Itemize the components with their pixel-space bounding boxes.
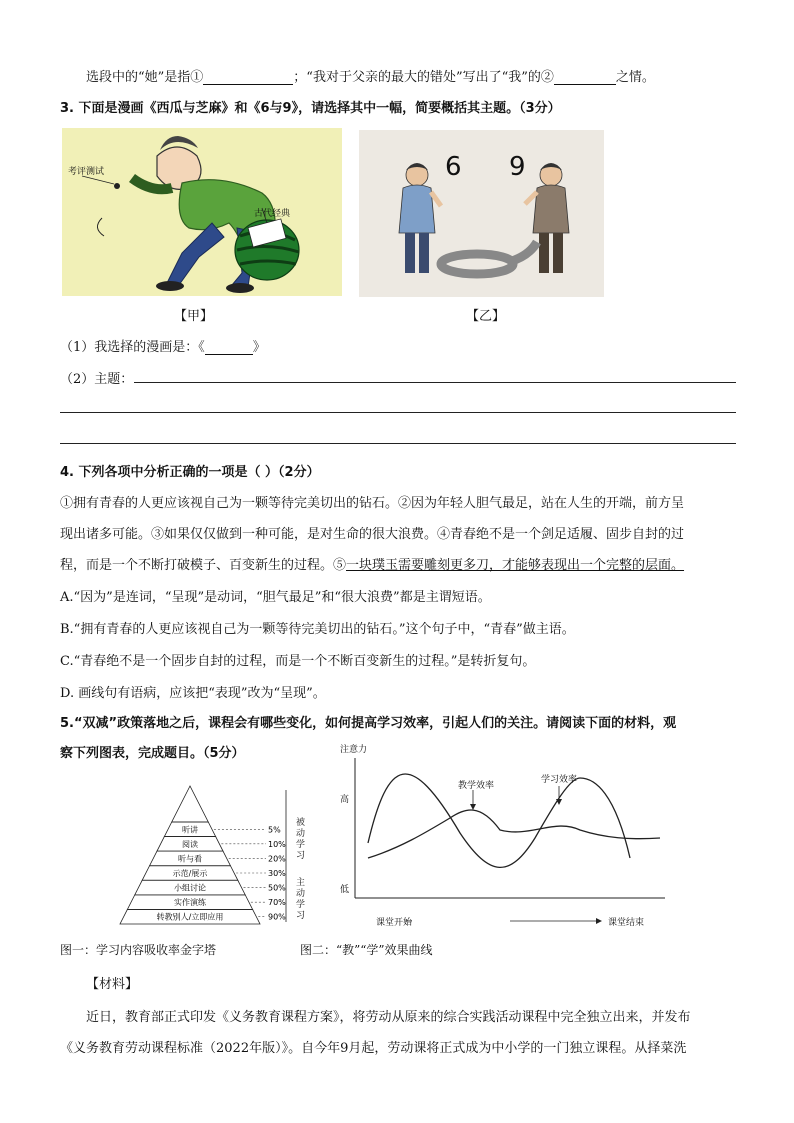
arrow-end-head xyxy=(596,918,602,924)
cartoon-a xyxy=(62,128,342,296)
pyramid-layer-label: 听与看 xyxy=(178,854,202,864)
y-low-label: 低 xyxy=(340,885,350,895)
figure-2-caption: 图二：“教”“学”效果曲线 xyxy=(300,943,433,957)
q4-option-d[interactable]: D. 画线句有语病，应该把“表现”改为“呈现”。 xyxy=(60,686,326,701)
pyramid-value-label: 50% xyxy=(268,883,286,893)
pyramid-apex xyxy=(172,786,209,822)
pyramid-value-label: 20% xyxy=(268,854,286,864)
x-start-label: 课堂开始 xyxy=(376,918,413,928)
blank-2[interactable] xyxy=(554,84,616,85)
pyramid-labels xyxy=(157,824,224,921)
pyramid-layer-label: 听讲 xyxy=(182,825,198,835)
q3-sub1-end: 》 xyxy=(252,340,266,355)
caption-jia: 【甲】 xyxy=(174,309,214,324)
pyramid-chart xyxy=(118,778,308,928)
material-line-2: 《义务教育劳动课程标准（2022年版）》。自今年9月起，劳动课将正式成为中小学的一门独立课程。从择菜洗 xyxy=(60,1041,687,1056)
passive-learning-label: 被动学习 xyxy=(296,818,306,861)
pyramid-layer-label: 示范/展示 xyxy=(172,869,208,878)
cartoon-b xyxy=(359,130,604,297)
pyramid-value-label: 30% xyxy=(268,869,286,878)
attention-curve-chart xyxy=(330,738,675,933)
blank-1[interactable] xyxy=(203,84,293,85)
series-label-teaching: 教学效率 xyxy=(458,781,495,791)
active-learning-label: 主动学习 xyxy=(296,878,306,921)
material-heading: 【材料】 xyxy=(86,977,139,992)
q5-title-line-2: 察下列图表，完成题目。（5分） xyxy=(60,746,245,761)
answer-line-2[interactable] xyxy=(60,412,736,413)
pyramid-value-label: 70% xyxy=(268,898,286,908)
q3-sub1-label: （1）我选择的漫画是：《 xyxy=(60,340,205,355)
curve-teaching xyxy=(368,774,630,867)
q4-title: 4. 下列各项中分析正确的一项是（ ）（2分） xyxy=(60,465,320,480)
q5-title-line-1: 5.“双减”政策落地之后，课程会有哪些变化，如何提高学习效率，引起人们的关注。请阅读下面的材料，观 xyxy=(60,716,677,731)
pyramid-layer-label: 实作演练 xyxy=(174,898,206,908)
pyramid-layer-label: 阅读 xyxy=(182,839,198,849)
curve-learning xyxy=(368,810,660,858)
pyramid-value-label: 5% xyxy=(268,825,281,835)
figure-1-caption: 图一：学习内容吸收率金字塔 xyxy=(60,943,217,957)
series-label-learning: 学习效率 xyxy=(541,775,578,785)
q3-sub1 xyxy=(60,336,266,355)
pyramid-values xyxy=(214,825,286,921)
line1-text-a: 选段中的“她”是指① xyxy=(86,70,204,85)
line1-text-b: ；“我对于父亲的最大的错处”写出了“我”的② xyxy=(293,70,554,85)
pyramid-layer-label: 转教别人/立即应用 xyxy=(156,912,224,922)
cartoon-a-drawing xyxy=(62,128,342,296)
q4-para-line-1: ①拥有青春的人更应该视自己为一颗等待完美切出的钻石。②因为年轻人胆气最足，站在人生的开端，前方呈 xyxy=(60,496,685,511)
q3-title: 3. 下面是漫画《西瓜与芝麻》和《6与9》，请选择其中一幅，简要概括其主题。（3分） xyxy=(60,101,561,116)
label-kaoping-ceshi: 考评测试 xyxy=(68,167,105,177)
fill-line-1 xyxy=(86,66,655,85)
x-end-label: 课堂结束 xyxy=(608,918,645,928)
q4-option-c[interactable]: C.“青春绝不是一个固步自封的过程，而是一个不断百变新生的过程。”是转折复句。 xyxy=(60,654,536,669)
caption-yi: 【乙】 xyxy=(466,309,506,324)
label-nine: 9 xyxy=(509,152,526,182)
pyramid-value-label: 10% xyxy=(268,839,286,849)
answer-line-1[interactable] xyxy=(134,382,736,383)
q4-option-b[interactable]: B.“拥有青春的人更应该视自己为一颗等待完美切出的钻石。”这个句子中，“青春”做主语。 xyxy=(60,622,575,637)
underlined-sentence: 一块璞玉需要雕刻更多刀，才能够表现出一个完整的层面。 xyxy=(346,558,685,573)
label-gudai-jingdian: 古代经典 xyxy=(254,209,291,219)
cartoon-b-drawing xyxy=(359,130,604,297)
arrow-teaching-head xyxy=(470,804,476,810)
y-high-label: 高 xyxy=(340,795,350,805)
q4-para-line-2: 现出诸多可能。③如果仅仅做到一种可能，是对生命的很大浪费。④青春绝不是一个剑足适履、固步自封的过 xyxy=(60,527,685,542)
answer-line-3[interactable] xyxy=(60,443,736,444)
comic-choice-blank[interactable] xyxy=(205,354,253,355)
material-line-1: 近日，教育部正式印发《义务教育课程方案》，将劳动从原来的综合实践活动课程中完全独立出来，并发布 xyxy=(86,1010,691,1025)
pyramid-layer-label: 小组讨论 xyxy=(174,883,206,893)
line1-text-c: 之情。 xyxy=(615,70,655,85)
q4-para-line-3 xyxy=(60,554,684,573)
pyramid-value-label: 90% xyxy=(268,912,286,922)
y-axis-label: 注意力 xyxy=(340,745,368,755)
q4-option-a[interactable]: A.“因为”是连词，“呈现”是动词，“胆气最足”和“很大浪费”都是主谓短语。 xyxy=(60,590,491,605)
label-six: 6 xyxy=(445,152,462,182)
q4-para-line-3-text: 程，而是一个不断打破模子、百变新生的过程。⑤ xyxy=(60,558,347,573)
q3-sub2-label: （2）主题： xyxy=(60,372,134,387)
